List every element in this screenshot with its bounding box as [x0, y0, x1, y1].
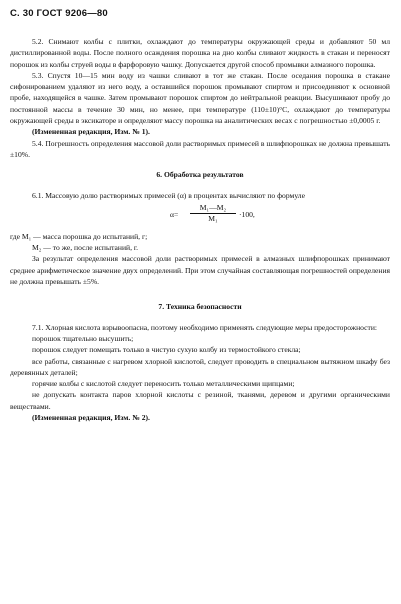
paragraph-6-1: 6.1. Массовую долю растворимых примесей (α) в процентах вычисляют по формуле: [32, 190, 305, 200]
formula-denominator: M₁: [208, 213, 218, 223]
paragraph-5-4: 5.4. Погрешность определения массовой доли растворимых примесей в шлифпорошках не должна превышать ±10%.: [10, 138, 390, 159]
paragraph-5-3: 5.3. Спустя 10—15 мин воду из чашки сливают в тот же стакан. После оседания порошка в стакане сифонированием удаляют из него воду, а оставшийся порошок промывают спиртом и присоединяют к основной пробе, находящейся в чашке. Затем промывают порошок спиртом до нейтральной реакции. Высушивают пробу до постоянной массы в течение 30 мин, но менее, при температуре (110±10)°С, охлаждают до температуры окружающей среды в эксикаторе и определяют массу порошка на аналитических весах с погрешностью ±0,0005 г.: [10, 70, 390, 126]
where-m1: где M₁ — масса порошка до испытаний, г;: [10, 231, 148, 241]
formula-numerator: M₁—M₂: [190, 203, 236, 214]
formula-lhs: α=: [170, 209, 179, 219]
document-body: [10, 36, 390, 423]
formula-tail: ·100,: [239, 209, 255, 219]
safety-item-5: не допускать контакта паров хлорной кислоты с резиной, тканями, деревом и другими органическими веществами.: [10, 390, 390, 411]
section-6-title: 6. Обработка результатов: [156, 170, 244, 180]
paragraph-6-result: За результат определения массовой доли растворимых примесей в алмазных шлифпорошках принимают среднее арифметическое значение двух определений. При этом случайная составляющая погрешностей определения не должна превышать ±5%.: [10, 254, 390, 287]
page-header: С. 30 ГОСТ 9206—80: [10, 8, 108, 19]
paragraph-5-2: 5.2. Снимают колбы с плитки, охлаждают до температуры окружающей среды и добавляют 50 мл дистиллированной воды. После полного осаждения порошка на дно колбы сливают жидкость в стакан и переносят порошок из колбы струей воды в фарфоровую чашку. Допускается другой способ промывки алмазного порошка.: [10, 37, 390, 69]
where-m2: M₂ — то же, после испытаний, г.: [32, 243, 139, 253]
formula-fraction: [190, 203, 236, 224]
formula: [10, 203, 390, 225]
amendment-note-1: (Измененная редакция, Изм. № 1).: [32, 127, 150, 137]
safety-item-2: порошок следует помещать только в чистую сухую колбу из термостойкого стекла;: [32, 345, 301, 355]
section-7-title: 7. Техника безопасности: [158, 302, 242, 312]
amendment-note-2: (Измененная редакция, Изм. № 2).: [32, 413, 150, 423]
safety-item-4: горячие колбы с кислотой следует переносить только металлическими щипцами;: [32, 379, 295, 389]
safety-item-3: все работы, связанные с нагревом хлорной кислотой, следует проводить в специальном вытяжном шкафу без деревянных деталей;: [10, 356, 390, 377]
safety-item-1: порошок тщательно высушить;: [32, 333, 134, 343]
paragraph-7-1: 7.1. Хлорная кислота взрывоопасна, поэтому необходимо применять следующие меры предосторожности:: [32, 322, 378, 332]
